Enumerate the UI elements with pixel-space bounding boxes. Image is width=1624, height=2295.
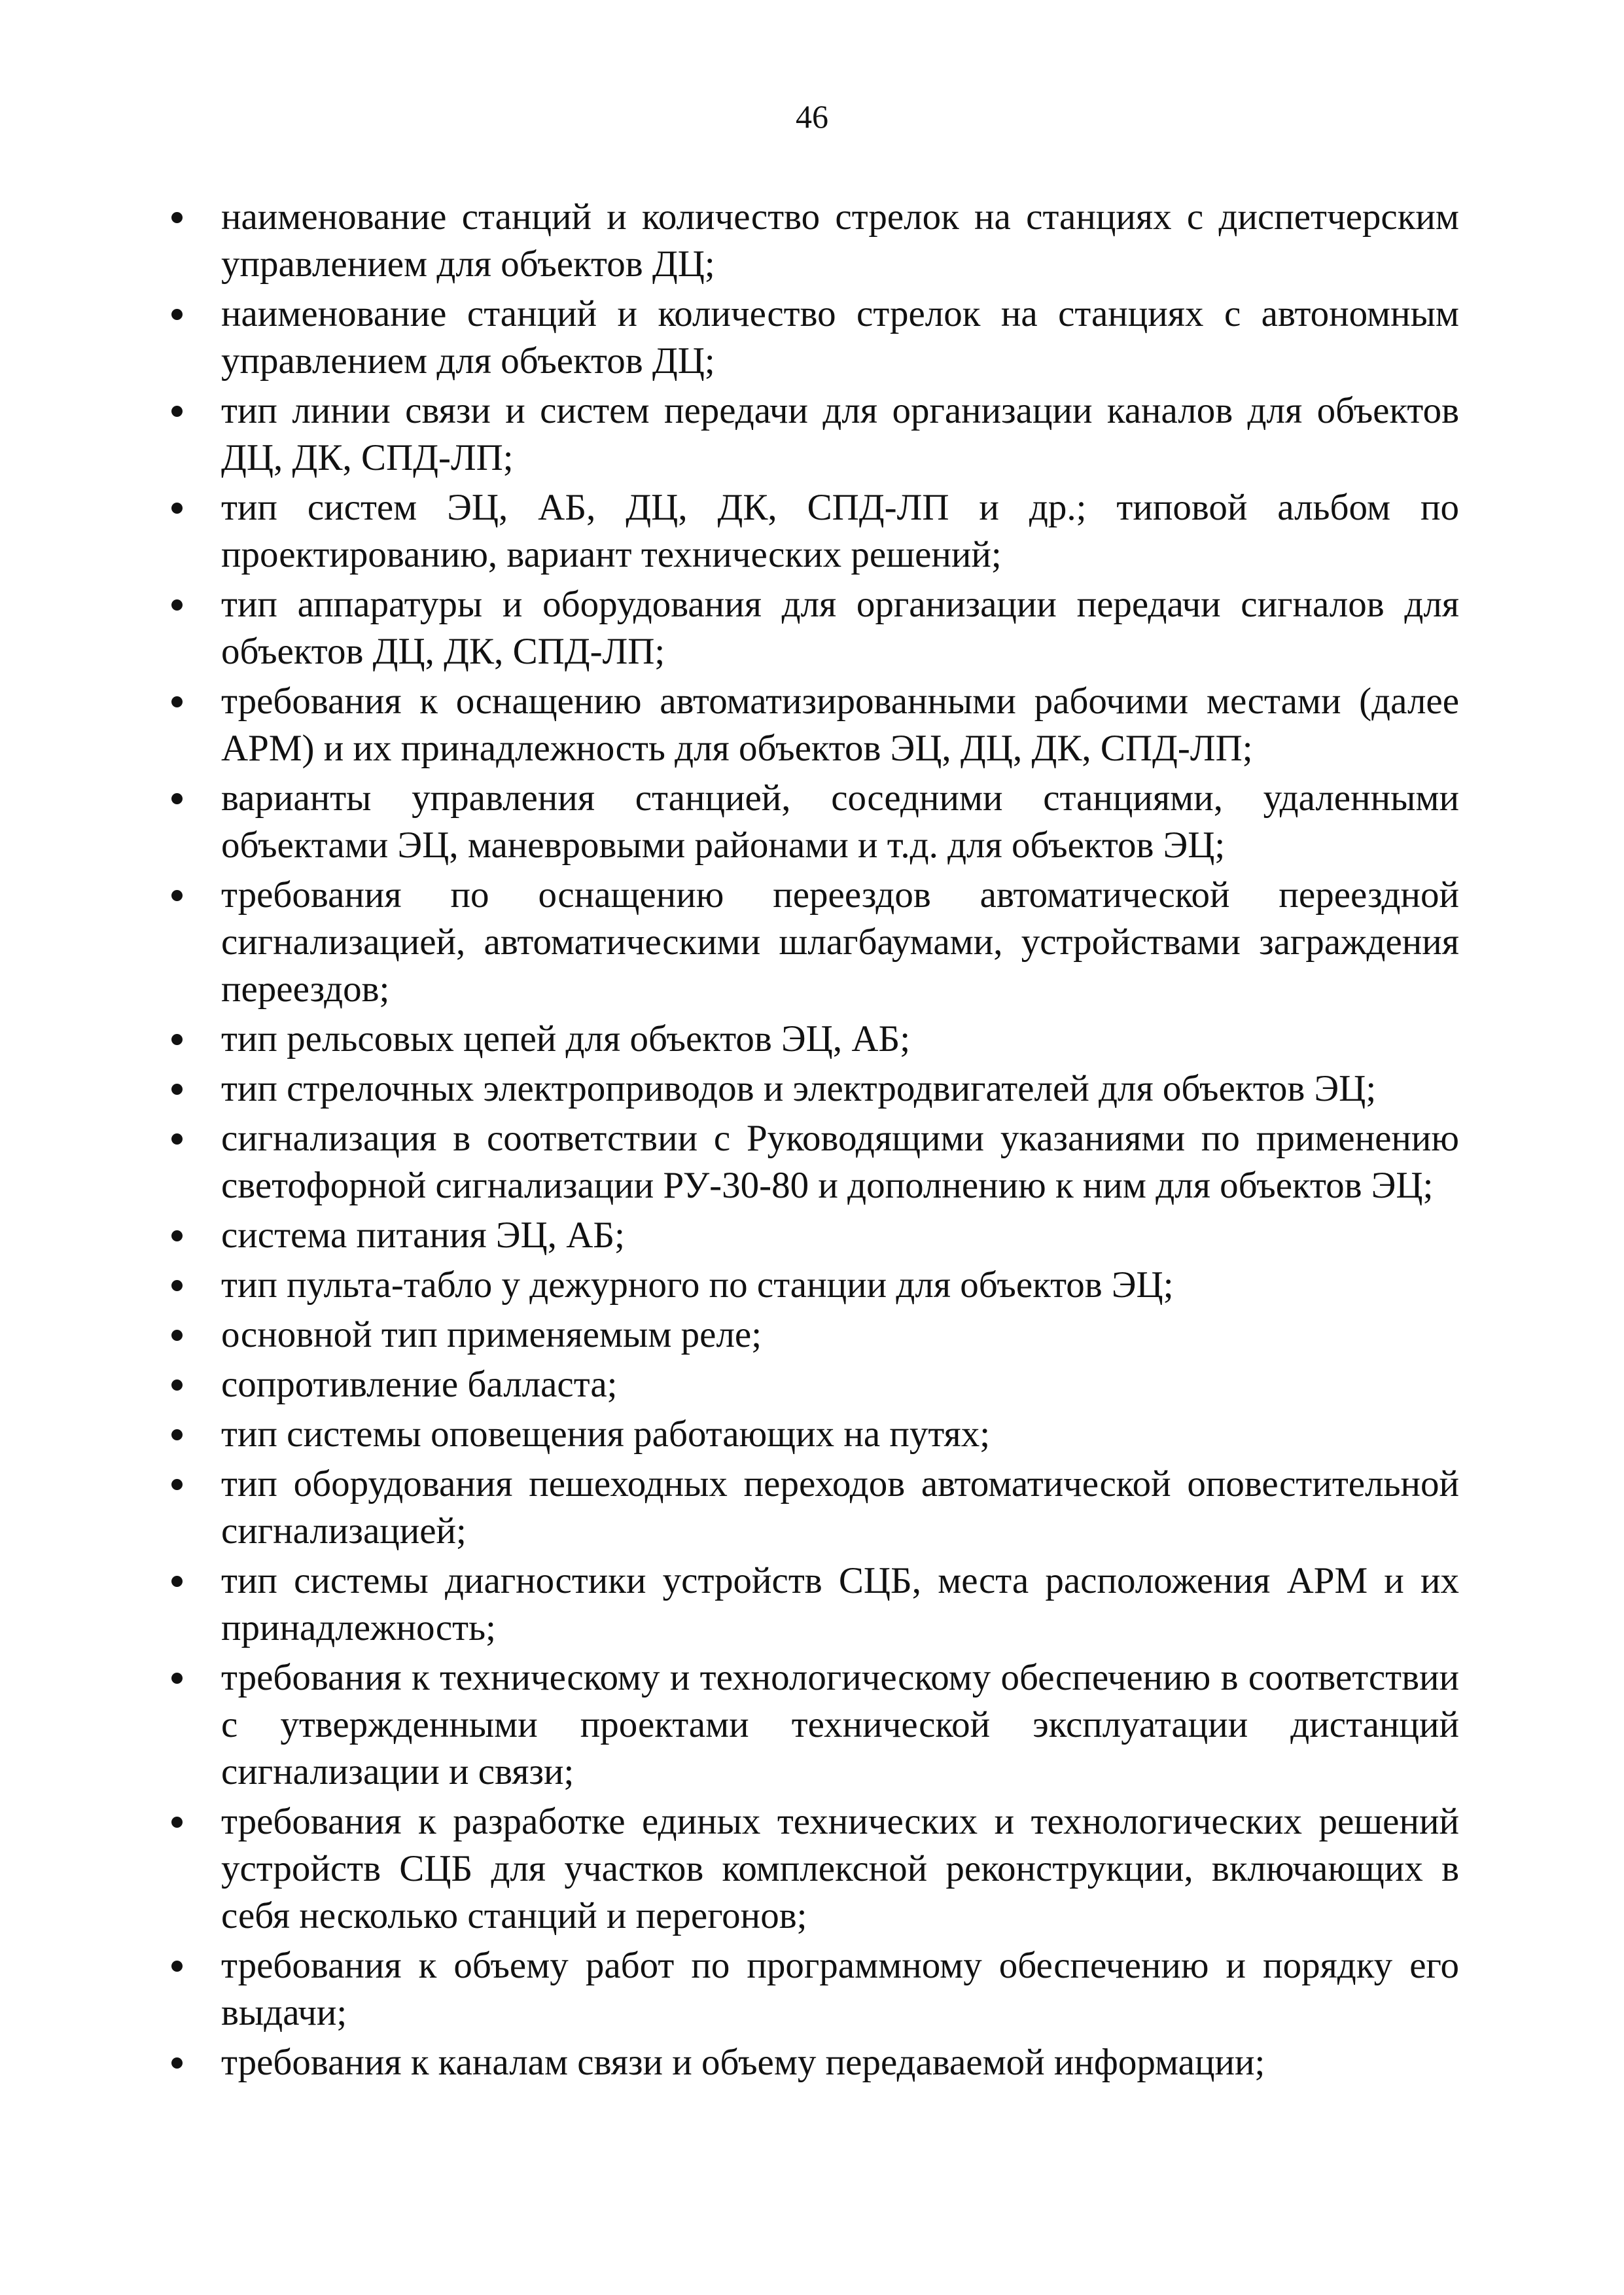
bullet-icon: [171, 1576, 183, 1587]
bullet-icon: [171, 1230, 183, 1241]
list-item-text: тип систем ЭЦ, АБ, ДЦ, ДК, СПД-ЛП и др.; типовой альбом по проектированию, вариант технических решений;: [221, 487, 1459, 575]
bullet-icon: [171, 1673, 183, 1684]
list-item-text: требования к разработке единых технических и технологических решений устройств СЦБ для участков комплексной реконструкции, включающих в себя несколько станций и перегонов;: [221, 1801, 1459, 1936]
list-item: [164, 1311, 1459, 1359]
list-item-text: требования к объему работ по программному обеспечению и порядку его выдачи;: [221, 1945, 1459, 2033]
list-item-text: основной тип применяемым реле;: [221, 1314, 762, 1355]
bullet-icon: [171, 890, 183, 901]
list-item: [164, 872, 1459, 1013]
bullet-icon: [171, 1817, 183, 1828]
bullet-icon: [171, 1133, 183, 1145]
list-item: [164, 1361, 1459, 1408]
list-item-text: тип системы диагностики устройств СЦБ, места расположения АРМ и их принадлежность;: [221, 1560, 1459, 1648]
bullet-icon: [171, 1961, 183, 1972]
bullet-icon: [171, 309, 183, 320]
list-item-text: тип рельсовых цепей для объектов ЭЦ, АБ;: [221, 1018, 911, 1059]
page-number: 46: [796, 98, 828, 135]
list-item: [164, 1461, 1459, 1555]
bullet-icon: [171, 1429, 183, 1440]
list-item: [164, 1654, 1459, 1796]
list-item: [164, 1557, 1459, 1652]
list-item-text: тип системы оповещения работающих на путях;: [221, 1414, 991, 1455]
list-item-text: варианты управления станцией, соседними станциями, удаленными объектами ЭЦ, маневровыми районами и т.д. для объектов ЭЦ;: [221, 777, 1459, 866]
list-item-text: система питания ЭЦ, АБ;: [221, 1215, 625, 1256]
list-item-text: требования к техническому и технологическому обеспечению в соответствии с утвержденными проектами технической эксплуатации дистанций сигнализации и связи;: [221, 1657, 1459, 1792]
list-item: [164, 1115, 1459, 1209]
bullet-icon: [171, 1084, 183, 1095]
list-item-text: тип стрелочных электроприводов и электродвигателей для объектов ЭЦ;: [221, 1068, 1377, 1109]
list-item: [164, 581, 1459, 675]
list-item: [164, 2039, 1459, 2086]
list-item: [164, 678, 1459, 772]
list-item-text: тип аппаратуры и оборудования для организации передачи сигналов для объектов ДЦ, ДК, СПД-ЛП;: [221, 584, 1459, 672]
list-item-text: тип оборудования пешеходных переходов автоматической оповестительной сигнализацией;: [221, 1463, 1459, 1552]
list-item-text: тип пульта-табло у дежурного по станции для объектов ЭЦ;: [221, 1264, 1174, 1306]
bullet-icon: [171, 2057, 183, 2069]
list-item: [164, 387, 1459, 482]
bullet-icon: [171, 212, 183, 223]
list-item: [164, 194, 1459, 288]
list-item-text: наименование станций и количество стрелок на станциях с автономным управлением для объектов ДЦ;: [221, 293, 1459, 382]
list-item: [164, 1262, 1459, 1309]
list-item: [164, 1016, 1459, 1063]
list-item: [164, 1212, 1459, 1259]
list-item: [164, 1798, 1459, 1940]
list-item-text: наименование станций и количество стрелок на станциях с диспетчерским управлением для объектов ДЦ;: [221, 196, 1459, 285]
bullet-icon: [171, 1330, 183, 1341]
bullet-icon: [171, 1034, 183, 1045]
requirements-list: [164, 194, 1459, 2089]
list-item-text: требования к оснащению автоматизированными рабочими местами (далее АРМ) и их принадлежность для объектов ЭЦ, ДЦ, ДК, СПД-ЛП;: [221, 681, 1459, 769]
bullet-icon: [171, 1280, 183, 1291]
list-item-text: сопротивление балласта;: [221, 1364, 618, 1405]
bullet-icon: [171, 696, 183, 707]
bullet-icon: [171, 599, 183, 611]
list-item-text: сигнализация в соответствии с Руководящими указаниями по применению светофорной сигнализации РУ-30-80 и дополнению к ним для объектов ЭЦ;: [221, 1118, 1459, 1206]
list-item: [164, 291, 1459, 385]
list-item: [164, 1065, 1459, 1112]
list-item: [164, 1942, 1459, 2037]
list-item: [164, 775, 1459, 869]
list-item: [164, 1411, 1459, 1458]
bullet-icon: [171, 793, 183, 804]
bullet-icon: [171, 503, 183, 514]
list-item-text: требования к каналам связи и объему передаваемой информации;: [221, 2042, 1265, 2083]
bullet-icon: [171, 1379, 183, 1391]
list-item-text: требования по оснащению переездов автоматической переездной сигнализацией, автоматическими шлагбаумами, устройствами заграждения переездов;: [221, 874, 1459, 1010]
bullet-icon: [171, 406, 183, 417]
bullet-icon: [171, 1479, 183, 1490]
list-item-text: тип линии связи и систем передачи для организации каналов для объектов ДЦ, ДК, СПД-ЛП;: [221, 390, 1459, 478]
list-item: [164, 484, 1459, 578]
